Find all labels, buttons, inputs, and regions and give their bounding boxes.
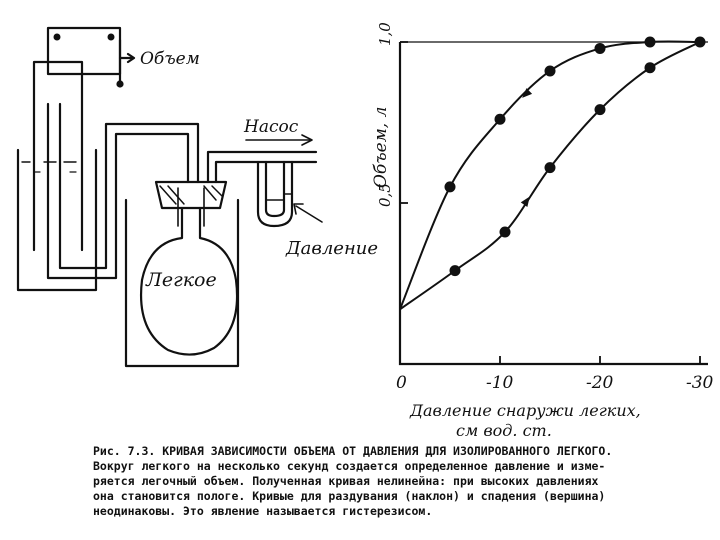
direction-arrow [519,88,532,101]
connecting-tube [48,104,188,278]
chart-frame [400,42,708,364]
y-axis-label: Объем, л [371,106,391,188]
caption-line: Вокруг легкого на несколько секунд создается определенное давление и изме- [93,459,606,473]
data-point [695,37,706,48]
caption-line: Рис. 7.3. КРИВАЯ ЗАВИСИМОСТИ ОБЪЕМА ОТ ДАВЛЕНИЯ ДЛЯ ИЗОЛИРОВАННОГО ЛЕГКОГО. [93,444,613,458]
x-tick-label: -20 [586,373,614,393]
lung-apparatus [18,28,322,366]
pump-line [208,152,316,182]
x-tick-label: -10 [486,373,514,393]
x-axis-label-line2: см вод. ст. [456,421,552,440]
y-tick-label: 1,0 [376,22,394,46]
data-point [450,265,461,276]
inflation-curve [400,42,700,309]
data-point [495,114,506,125]
y-tick-label: 0,5 [376,183,394,207]
chamber-stopper [156,182,226,208]
pressure-label: Давление [286,238,379,259]
figure-caption [93,444,713,519]
caption-line: неодинаковы. Это явление называется гистерезисом. [93,504,433,518]
spirometer-bell [34,62,82,250]
volume-label: Объем [140,49,200,69]
deflation-curve [400,42,700,310]
data-point [545,162,556,173]
pump-label: Насос [244,117,299,137]
caption-line: она становится пологе. Кривые для раздувания (наклон) и спадения (вершина) [93,489,606,503]
x-tick-label: -30 [686,373,714,393]
data-point [545,65,556,76]
data-point [645,62,656,73]
data-point [645,37,656,48]
data-point [595,104,606,115]
x-axis-label-line1: Давление снаружи легких, [410,401,641,420]
data-point [595,43,606,54]
lung-label: Легкое [146,269,217,291]
x-tick-label: 0 [396,373,407,393]
data-point [445,181,456,192]
caption-line: ряется легочный объем. Полученная кривая нелинейна: при высоких давлениях [93,474,599,488]
pv-chart [371,22,714,440]
data-point [500,226,511,237]
